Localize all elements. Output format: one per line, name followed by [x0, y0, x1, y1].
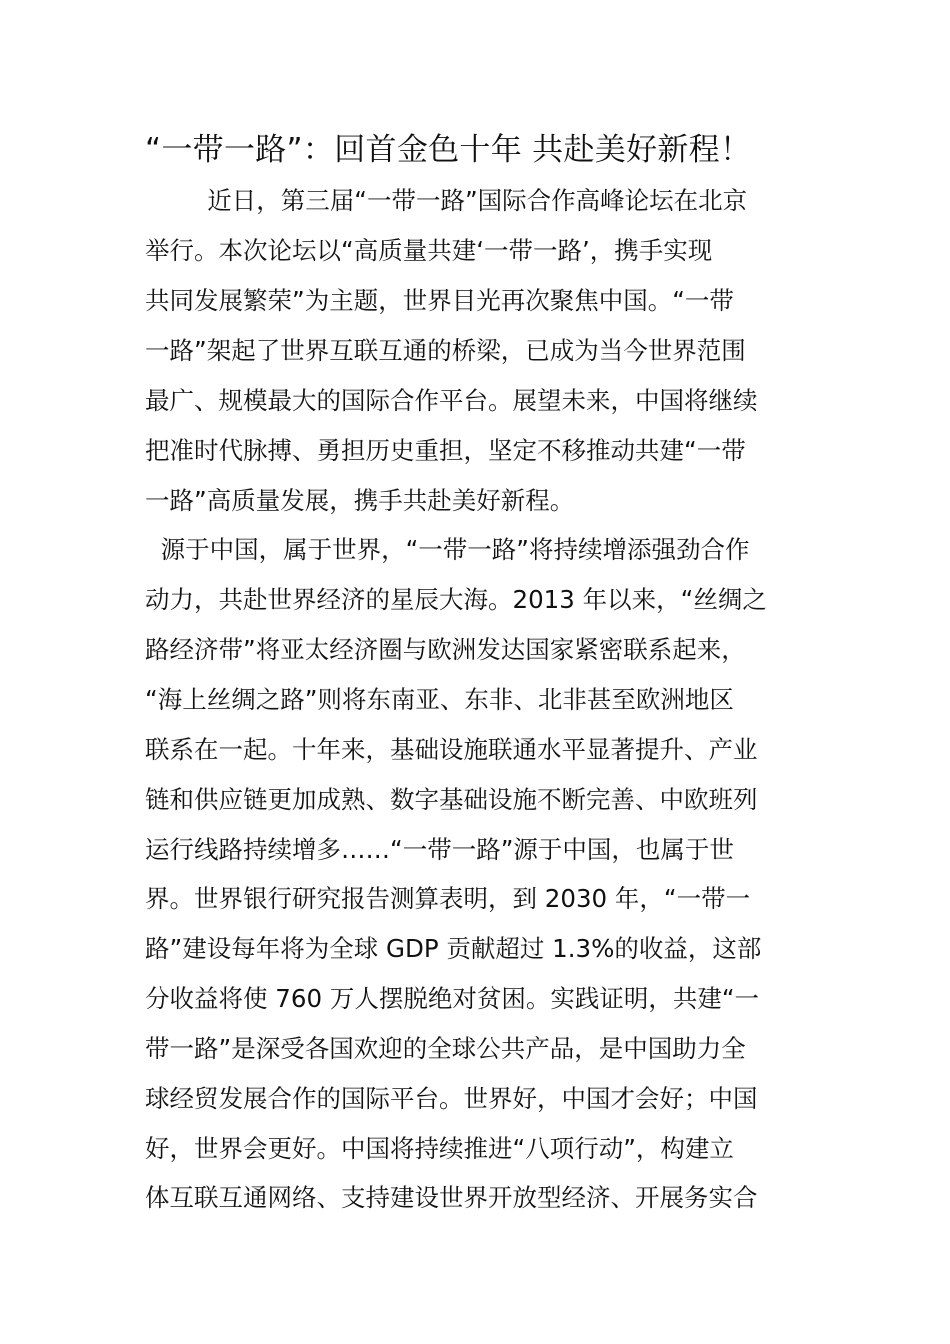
body-line: 一路”架起了世界互联互通的桥梁，已成为当今世界范围 [145, 336, 746, 365]
document-title: “一带一路”：回首金色十年 共赴美好新程！ [145, 132, 752, 168]
body-line: 链和供应链更加成熟、数字基础设施不断完善、中欧班列 [145, 785, 758, 814]
body-line: 路经济带”将亚太经济圈与欧洲发达国家紧密联系起来， [145, 635, 746, 664]
body-line: 带一路”是深受各国欢迎的全球公共产品，是中国助力全 [145, 1034, 746, 1063]
body-line: 一路”高质量发展，携手共赴美好新程。 [145, 486, 575, 515]
body-line: 近日，第三届“一带一路”国际合作高峰论坛在北京 [145, 186, 748, 215]
body-line: 最广、规模最大的国际合作平台。展望未来，中国将继续 [145, 386, 758, 415]
body-line: 共同发展繁荣”为主题，世界目光再次聚焦中国。“一带 [145, 286, 734, 315]
body-line: 源于中国，属于世界，“一带一路”将持续增添强劲合作 [145, 535, 750, 564]
body-line: 运行线路持续增多……“一带一路”源于中国，也属于世 [145, 835, 734, 864]
body-line: “海上丝绸之路”则将东南亚、东非、北非甚至欧洲地区 [145, 685, 734, 714]
body-line: 体互联互通网络、支持建设世界开放型经济、开展务实合 [145, 1183, 758, 1212]
body-line: 联系在一起。十年来，基础设施联通水平显著提升、产业 [145, 735, 758, 764]
body-line: 球经贸发展合作的国际平台。世界好，中国才会好；中国 [145, 1084, 758, 1113]
body-line: 动力，共赴世界经济的星辰大海。2013 年以来，“丝绸之 [145, 585, 767, 614]
body-line: 路”建设每年将为全球 GDP 贡献超过 1.3%的收益，这部 [145, 934, 762, 963]
body-line: 分收益将使 760 万人摆脱绝对贫困。实践证明，共建“一 [145, 984, 760, 1013]
body-line: 把准时代脉搏、勇担历史重担，坚定不移推动共建“一带 [145, 436, 746, 465]
body-line: 举行。本次论坛以“高质量共建‘一带一路’，携手实现 [145, 236, 713, 265]
body-line: 界。世界银行研究报告测算表明，到 2030 年，“一带一 [145, 884, 751, 913]
body-line: 好，世界会更好。中国将持续推进“八项行动”，构建立 [145, 1134, 734, 1163]
